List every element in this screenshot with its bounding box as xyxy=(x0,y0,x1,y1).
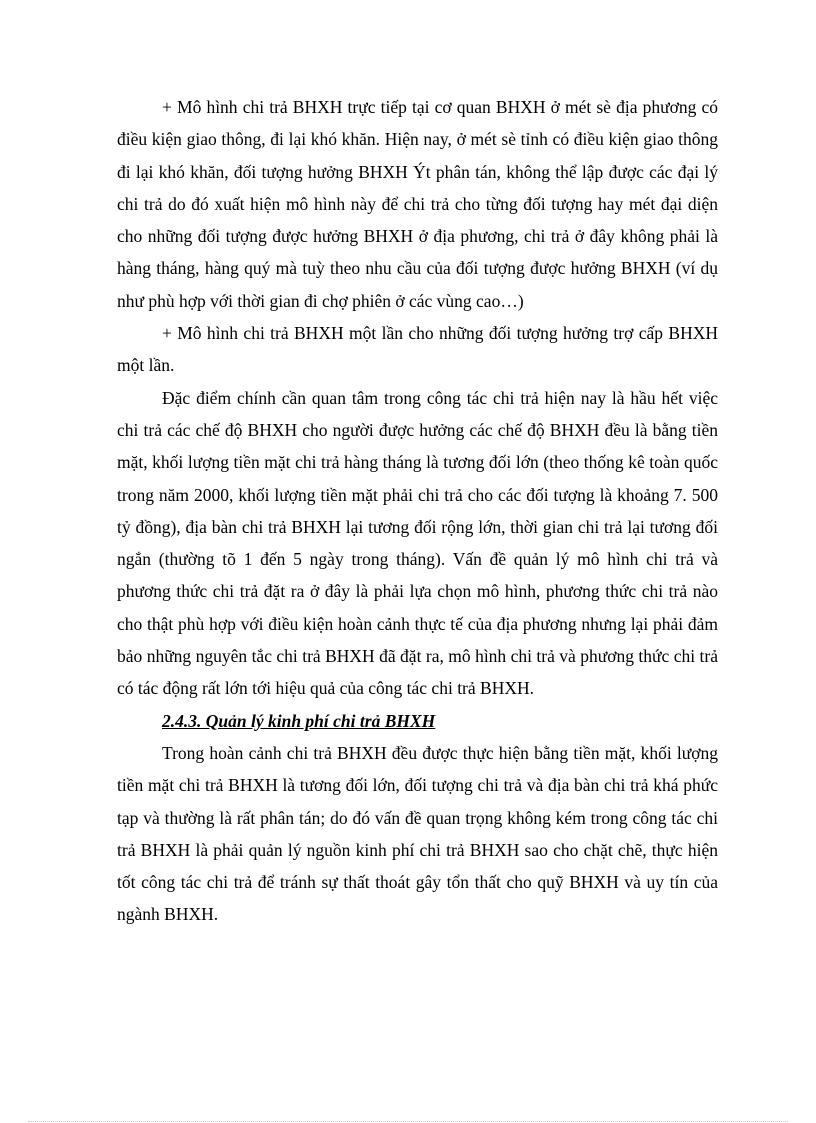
paragraph-one-time-payment-model: + Mô hình chi trả BHXH một lần cho những đối tượng hưởng trợ cấp BHXH một lần. xyxy=(117,323,718,376)
document-body xyxy=(117,91,718,931)
section-heading: 2.4.3. Quản lý kinh phí chi trả BHXH xyxy=(162,710,436,731)
paragraph-payment-characteristics: Đặc điểm chính cần quan tâm trong công tác chi trả hiện nay là hầu hết việc chi trả các chế độ BHXH cho người được hưởng các chế độ BHXH đều là bằng tiền mặt, khối lượng tiền mặt chi trả hàng tháng là tương đối lớn (theo thống kê toàn quốc trong năm 2000, khối lượng tiền mặt phải chi trả cho các đối tượng là khoảng 7. 500 tỷ đồng), địa bàn chi trả BHXH lại tương đối rộng lớn, thời gian chi trả lại tương đối ngắn (thường tõ 1 đến 5 ngày trong tháng). Vấn đề quản lý mô hình chi trả và phương thức chi trả đặt ra ở đây là phải lựa chọn mô hình, phương thức chi trả nào cho thật phù hợp với điều kiện hoàn cảnh thực tế của địa phương nhưng lại phải đảm bảo những nguyên tắc chi trả BHXH đã đặt ra, mô hình chi trả và phương thức chi trả có tác động rất lớn tới hiệu quả của công tác chi trả BHXH. xyxy=(117,387,718,699)
paragraph-direct-payment-model: + Mô hình chi trả BHXH trực tiếp tại cơ quan BHXH ở mét sè địa phương có điều kiện giao thông, đi lại khó khăn. Hiện nay, ở mét sè tỉnh có điều kiện giao thông đi lại khó khăn, đối tượng hưởng BHXH Ýt phân tán, không thể lập được các đại lý chi trả do đó xuất hiện mô hình này để chi trả cho từng đối tượng hay mét đại diện cho những đối tượng được hưởng BHXH ở địa phương, chi trả ở đây không phải là hàng tháng, hàng quý mà tuỳ theo nhu cầu của đối tượng được hưởng BHXH (ví dụ như phù hợp với thời gian đi chợ phiên ở các vùng cao…) xyxy=(117,97,718,311)
paragraph-funding-management: Trong hoàn cảnh chi trả BHXH đều được thực hiện bằng tiền mặt, khối lượng tiền mặt chi trả BHXH là tương đối lớn, đối tượng chi trả và địa bàn chi trả khá phức tạp và thường là rất phân tán; do đó vấn đề quan trọng không kém trong công tác chi trả BHXH là phải quản lý nguồn kinh phí chi trả BHXH sao cho chặt chẽ, thực hiện tốt công tác chi trả để tránh sự thất thoát gây tổn thất cho quỹ BHXH và uy tín của ngành BHXH. xyxy=(117,742,718,925)
page-footer-divider xyxy=(28,1121,788,1122)
